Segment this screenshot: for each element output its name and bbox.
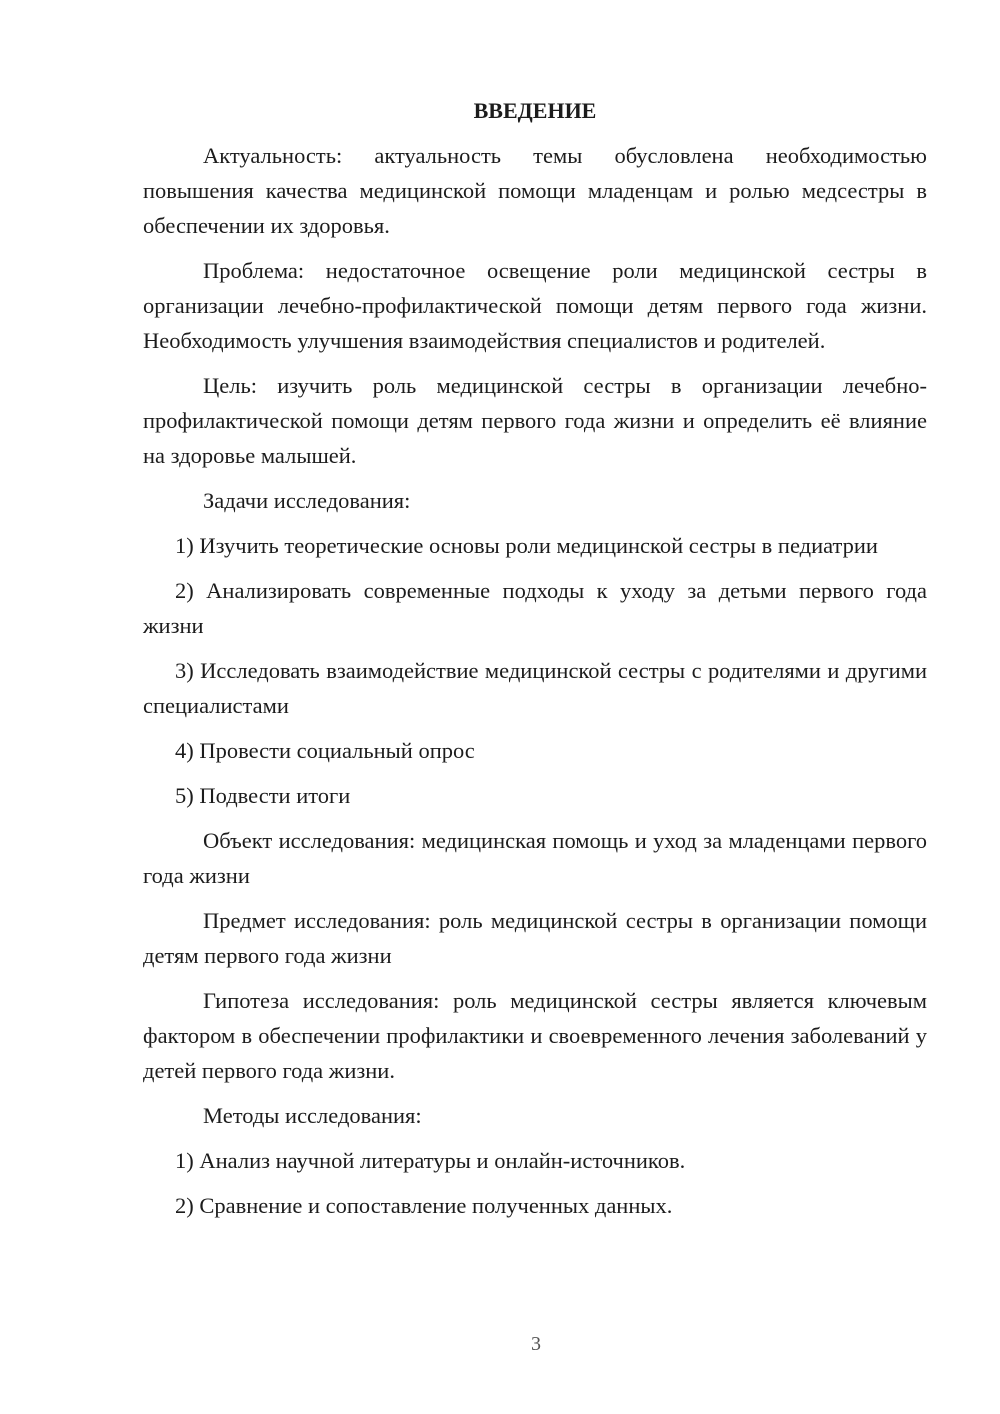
subject-paragraph: Предмет исследования: роль медицинской сестры в организации помощи детям первого года жизни (143, 908, 927, 968)
task-item: 2) Анализировать современные подходы к уходу за детьми первого года жизни (143, 578, 927, 638)
tasks-heading: Задачи исследования: (203, 488, 411, 513)
relevance-paragraph: Актуальность: актуальность темы обусловлена необходимостью повышения качества медицинской помощи младенцам и ролью медсестры в обеспечении их здоровья. (143, 143, 927, 238)
task-item: 4) Провести социальный опрос (175, 738, 475, 763)
page-number: 3 (531, 1333, 541, 1355)
task-item: 1) Изучить теоретические основы роли медицинской сестры в педиатрии (175, 533, 878, 558)
page-content (143, 94, 927, 1233)
method-item: 1) Анализ научной литературы и онлайн-источников. (175, 1148, 686, 1173)
problem-paragraph: Проблема: недостаточное освещение роли медицинской сестры в организации лечебно-профилактической помощи детям первого года жизни. Необходимость улучшения взаимодействия специалистов и родителей. (143, 258, 927, 353)
goal-paragraph: Цель: изучить роль медицинской сестры в организации лечебно-профилактической помощи детям первого года жизни и определить её влияние на здоровье малышей. (143, 373, 927, 468)
methods-heading: Методы исследования: (203, 1103, 422, 1128)
task-item: 3) Исследовать взаимодействие медицинской сестры с родителями и другими специалистами (143, 658, 927, 718)
page-title: ВВЕДЕНИЕ (473, 98, 597, 123)
object-paragraph: Объект исследования: медицинская помощь и уход за младенцами первого года жизни (143, 828, 927, 888)
task-item: 5) Подвести итоги (175, 783, 351, 808)
method-item: 2) Сравнение и сопоставление полученных данных. (175, 1193, 673, 1218)
hypothesis-paragraph: Гипотеза исследования: роль медицинской сестры является ключевым фактором в обеспечении профилактики и своевременного лечения заболеваний у детей первого года жизни. (143, 988, 927, 1083)
